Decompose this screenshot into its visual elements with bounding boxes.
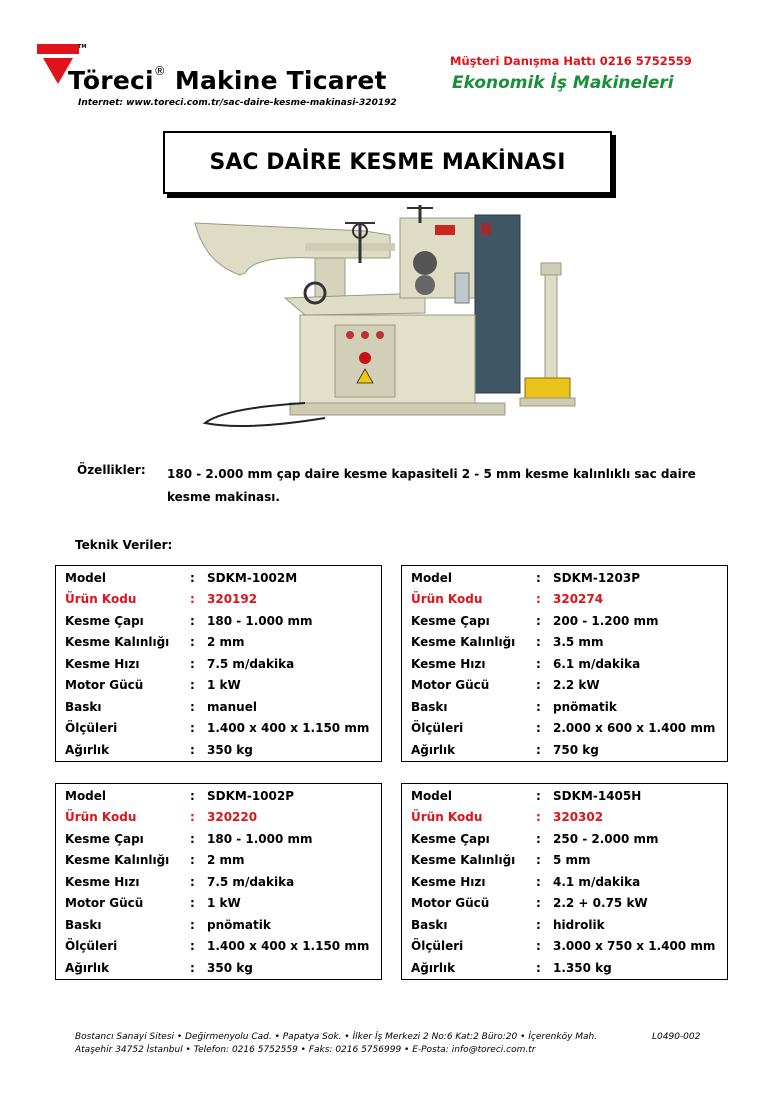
spec-key: Kesme Kalınlığı: [411, 853, 516, 868]
spec-row: [402, 957, 727, 979]
spec-row: [56, 893, 381, 915]
spec-row: [402, 653, 727, 675]
spec-row: [56, 718, 381, 740]
spec-key: Motor Gücü: [65, 678, 144, 693]
spec-row: [402, 675, 727, 697]
spec-key: Ölçüleri: [411, 721, 464, 736]
trademark: TM: [78, 44, 87, 50]
spec-value: SDKM-1405H: [553, 788, 642, 803]
spec-key: Kesme Kalınlığı: [65, 635, 170, 650]
spec-key: Kesme Çapı: [65, 831, 144, 846]
spec-value: SDKM-1002M: [207, 570, 298, 585]
spec-table-sdkm-1002p: [55, 783, 382, 980]
spec-row: [56, 807, 381, 829]
brand-name: Töreci® Makine Ticaret: [68, 64, 387, 95]
spec-value: 1.400 x 400 x 1.150 mm: [207, 721, 370, 736]
features-label: Özellikler:: [77, 463, 146, 477]
spec-value: 350 kg: [207, 742, 253, 757]
spec-value: 320274: [553, 592, 604, 607]
spec-colon: :: [536, 592, 541, 607]
spec-value: 200 - 1.200 mm: [553, 613, 659, 628]
spec-row: [56, 567, 381, 589]
spec-value: 1 kW: [207, 896, 241, 911]
spec-key: Kesme Hızı: [411, 874, 486, 889]
spec-key: Ürün Kodu: [411, 810, 483, 825]
spec-row: [402, 936, 727, 958]
spec-colon: :: [536, 613, 541, 628]
spec-key: Baskı: [65, 699, 102, 714]
spec-value: 1.400 x 400 x 1.150 mm: [207, 939, 370, 954]
spec-colon: :: [190, 742, 195, 757]
spec-value: 750 kg: [553, 742, 599, 757]
spec-colon: :: [190, 917, 195, 932]
spec-value: 2 mm: [207, 853, 245, 868]
spec-row: [402, 696, 727, 718]
spec-colon: :: [190, 896, 195, 911]
spec-row: [56, 610, 381, 632]
spec-value: 7.5 m/dakika: [207, 656, 295, 671]
spec-value: manuel: [207, 699, 257, 714]
spec-colon: :: [190, 570, 195, 585]
spec-colon: :: [536, 788, 541, 803]
spec-row: [402, 718, 727, 740]
spec-row: [56, 632, 381, 654]
spec-row: [56, 785, 381, 807]
spec-table-sdkm-1405h: [401, 783, 728, 980]
tech-data-label: Teknik Veriler:: [75, 538, 173, 552]
spec-row: [402, 871, 727, 893]
spec-value: 7.5 m/dakika: [207, 874, 295, 889]
spec-row: [402, 610, 727, 632]
spec-row: [402, 914, 727, 936]
spec-key: Model: [65, 570, 107, 585]
spec-key: Kesme Hızı: [65, 874, 140, 889]
spec-key: Motor Gücü: [411, 678, 490, 693]
document-id: L0490-002: [652, 1032, 701, 1042]
spec-key: Kesme Hızı: [411, 656, 486, 671]
spec-key: Model: [411, 788, 453, 803]
page-title: SAC DAİRE KESME MAKİNASI: [163, 131, 612, 194]
spec-value: 2 mm: [207, 635, 245, 650]
spec-key: Kesme Çapı: [411, 831, 490, 846]
footer-contact: Ataşehir 34752 İstanbul • Telefon: 0216 5752559 • Faks: 0216 5756999 • E-Posta: info@toreci.com.tr: [75, 1045, 536, 1055]
spec-colon: :: [536, 742, 541, 757]
spec-value: 2.000 x 600 x 1.400 mm: [553, 721, 716, 736]
website-url[interactable]: Internet: www.toreci.com.tr/sac-daire-kesme-makinasi-320192: [78, 98, 397, 108]
spec-colon: :: [190, 874, 195, 889]
spec-key: Ağırlık: [65, 742, 110, 757]
spec-row: [56, 739, 381, 761]
slogan: Ekonomik İş Makineleri: [452, 73, 674, 93]
spec-key: Kesme Kalınlığı: [65, 853, 170, 868]
spec-colon: :: [536, 960, 541, 975]
spec-row: [56, 957, 381, 979]
spec-colon: :: [536, 721, 541, 736]
spec-value: 3.5 mm: [553, 635, 604, 650]
spec-row: [56, 696, 381, 718]
spec-key: Kesme Hızı: [65, 656, 140, 671]
spec-key: Baskı: [411, 699, 448, 714]
spec-value: 1.350 kg: [553, 960, 612, 975]
spec-value: SDKM-1203P: [553, 570, 641, 585]
spec-row: [402, 739, 727, 761]
spec-value: hidrolik: [553, 917, 605, 932]
spec-key: Ölçüleri: [65, 939, 118, 954]
spec-key: Kesme Kalınlığı: [411, 635, 516, 650]
spec-value: 320192: [207, 592, 258, 607]
spec-row: [56, 675, 381, 697]
spec-colon: :: [190, 656, 195, 671]
spec-row: [402, 893, 727, 915]
spec-row: [402, 589, 727, 611]
spec-key: Kesme Çapı: [411, 613, 490, 628]
spec-row: [56, 850, 381, 872]
spec-colon: :: [190, 788, 195, 803]
spec-row: [402, 850, 727, 872]
spec-key: Baskı: [65, 917, 102, 932]
spec-row: [402, 632, 727, 654]
spec-colon: :: [536, 896, 541, 911]
spec-colon: :: [536, 678, 541, 693]
spec-key: Model: [65, 788, 107, 803]
spec-key: Ürün Kodu: [65, 810, 137, 825]
spec-row: [402, 567, 727, 589]
spec-colon: :: [190, 939, 195, 954]
spec-row: [56, 653, 381, 675]
spec-table-sdkm-1002m: [55, 565, 382, 762]
spec-colon: :: [536, 917, 541, 932]
spec-colon: :: [536, 939, 541, 954]
spec-key: Ağırlık: [65, 960, 110, 975]
spec-value: pnömatik: [553, 699, 617, 714]
spec-colon: :: [190, 699, 195, 714]
spec-row: [56, 936, 381, 958]
spec-colon: :: [190, 810, 195, 825]
spec-colon: :: [536, 635, 541, 650]
spec-colon: :: [190, 635, 195, 650]
spec-key: Motor Gücü: [411, 896, 490, 911]
spec-table-sdkm-1203p: [401, 565, 728, 762]
spec-colon: :: [536, 656, 541, 671]
spec-colon: :: [190, 678, 195, 693]
spec-row: [402, 807, 727, 829]
spec-colon: :: [536, 874, 541, 889]
spec-colon: :: [190, 721, 195, 736]
spec-row: [56, 589, 381, 611]
spec-value: 250 - 2.000 mm: [553, 831, 659, 846]
spec-key: Motor Gücü: [65, 896, 144, 911]
spec-colon: :: [190, 592, 195, 607]
spec-value: 2.2 kW: [553, 678, 600, 693]
spec-value: 180 - 1.000 mm: [207, 831, 313, 846]
spec-key: Kesme Çapı: [65, 613, 144, 628]
spec-key: Ölçüleri: [65, 721, 118, 736]
spec-value: 3.000 x 750 x 1.400 mm: [553, 939, 716, 954]
footer-address: Bostancı Sanayi Sitesi • Değirmenyolu Cad. • Papatya Sok. • İlker İş Merkezi 2 No:6 Kat:2 Büro:20 • İçerenköy Mah.: [75, 1032, 598, 1042]
spec-value: 1 kW: [207, 678, 241, 693]
spec-colon: :: [536, 853, 541, 868]
spec-value: SDKM-1002P: [207, 788, 295, 803]
spec-key: Ölçüleri: [411, 939, 464, 954]
spec-row: [402, 785, 727, 807]
spec-value: 320220: [207, 810, 258, 825]
spec-key: Ağırlık: [411, 960, 456, 975]
spec-row: [402, 828, 727, 850]
spec-colon: :: [536, 570, 541, 585]
spec-colon: :: [536, 831, 541, 846]
spec-colon: :: [190, 960, 195, 975]
spec-value: 6.1 m/dakika: [553, 656, 641, 671]
spec-key: Baskı: [411, 917, 448, 932]
spec-value: 4.1 m/dakika: [553, 874, 641, 889]
spec-value: 320302: [553, 810, 604, 825]
spec-value: 180 - 1.000 mm: [207, 613, 313, 628]
machine-photo: [185, 203, 605, 435]
spec-colon: :: [190, 613, 195, 628]
spec-value: pnömatik: [207, 917, 271, 932]
spec-key: Ürün Kodu: [65, 592, 137, 607]
spec-row: [56, 914, 381, 936]
spec-key: Ürün Kodu: [411, 592, 483, 607]
spec-colon: :: [190, 831, 195, 846]
spec-key: Ağırlık: [411, 742, 456, 757]
spec-row: [56, 828, 381, 850]
features-text: 180 - 2.000 mm çap daire kesme kapasiteli 2 - 5 mm kesme kalınlıklı sac daire kesme makinası.: [167, 467, 696, 504]
spec-value: 5 mm: [553, 853, 591, 868]
spec-value: 350 kg: [207, 960, 253, 975]
spec-row: [56, 871, 381, 893]
spec-key: Model: [411, 570, 453, 585]
spec-colon: :: [190, 853, 195, 868]
spec-colon: :: [536, 699, 541, 714]
spec-colon: :: [536, 810, 541, 825]
spec-value: 2.2 + 0.75 kW: [553, 896, 648, 911]
customer-hotline: Müşteri Danışma Hattı 0216 5752559: [450, 54, 692, 68]
